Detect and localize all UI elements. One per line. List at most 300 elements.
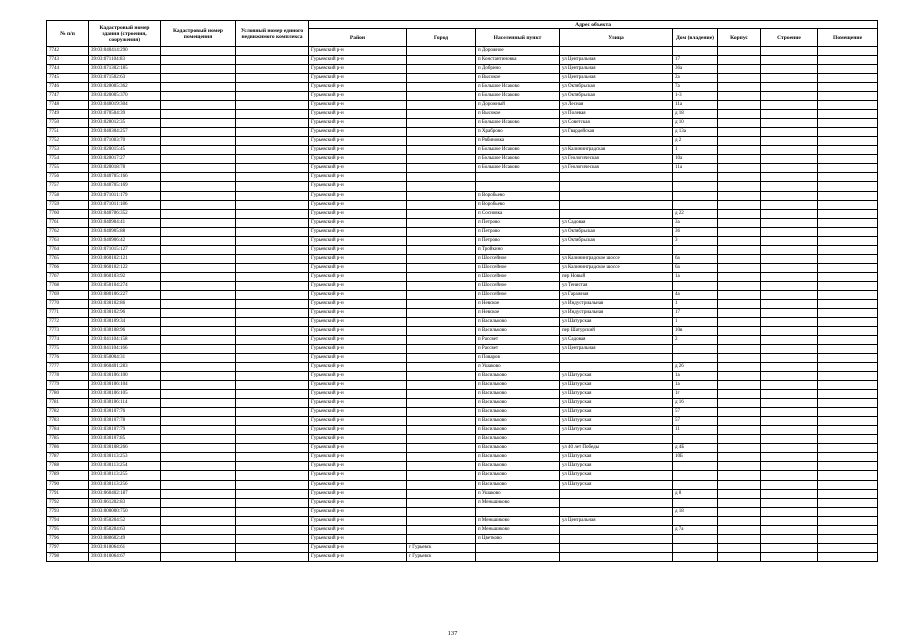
cell-settlement: п Васильково [476, 471, 560, 480]
cell-house: 1 [673, 299, 718, 308]
cell-cadastral-room [161, 552, 236, 561]
cell-cadastral-building: 39:03:041104:166 [89, 345, 161, 354]
cell-cadastral-building: 39:03:030108:266 [89, 444, 161, 453]
cell-cadastral-room [161, 308, 236, 317]
cell-house: 3 [673, 236, 718, 245]
cell-cadastral-room [161, 435, 236, 444]
cell-room [818, 254, 878, 263]
cell-number: 7759 [47, 200, 89, 209]
cell-cadastral-building: 39:03:040705:166 [89, 173, 161, 182]
cell-settlement: п Невское [476, 299, 560, 308]
cell-cadastral-building: 39:03:040905:88 [89, 227, 161, 236]
cell-district: Гурьевский р-н [309, 435, 407, 444]
cell-cadastral-building: 39:03:040304:257 [89, 128, 161, 137]
cell-house [673, 173, 718, 182]
cell-district: Гурьевский р-н [309, 408, 407, 417]
header-settlement: Населенный пункт [476, 29, 560, 47]
table-row [47, 65, 878, 74]
cell-conditional-number [236, 543, 309, 552]
cell-building [761, 290, 818, 299]
table-row [47, 317, 878, 326]
cell-city [407, 281, 476, 290]
cell-number: 7764 [47, 245, 89, 254]
cell-district: Гурьевский р-н [309, 191, 407, 200]
cell-district: Гурьевский р-н [309, 299, 407, 308]
cell-korpus [718, 272, 761, 281]
cell-city: г Гурьевск [407, 552, 476, 561]
cell-room [818, 191, 878, 200]
cell-settlement: п Дорожный [476, 101, 560, 110]
cell-district: Гурьевский р-н [309, 137, 407, 146]
cell-street: ул Октябрьская [560, 236, 673, 245]
cell-city [407, 164, 476, 173]
cell-city [407, 444, 476, 453]
cell-district: Гурьевский р-н [309, 363, 407, 372]
cell-number: 7756 [47, 173, 89, 182]
cell-korpus [718, 290, 761, 299]
cell-settlement [476, 543, 560, 552]
cell-cadastral-building: 39:03:030107:76 [89, 408, 161, 417]
cell-building [761, 372, 818, 381]
table-row [47, 200, 878, 209]
cell-house: д 7а [673, 525, 718, 534]
cell-conditional-number [236, 65, 309, 74]
table-row [47, 92, 878, 101]
cell-city [407, 426, 476, 435]
cell-room [818, 489, 878, 498]
cell-conditional-number [236, 137, 309, 146]
cell-settlement: п Васильково [476, 390, 560, 399]
cell-settlement: п Тройкино [476, 245, 560, 254]
cell-district: Гурьевский р-н [309, 462, 407, 471]
cell-building [761, 92, 818, 101]
cell-cadastral-building: 39:03:050004:31 [89, 354, 161, 363]
cell-street: ул Шатурская [560, 453, 673, 462]
cell-cadastral-room [161, 336, 236, 345]
cell-building [761, 363, 818, 372]
cell-room [818, 245, 878, 254]
cell-street: ул Шатурская [560, 471, 673, 480]
cell-number: 7773 [47, 326, 89, 335]
cell-korpus [718, 56, 761, 65]
cell-city [407, 480, 476, 489]
cell-cadastral-room [161, 245, 236, 254]
table-row [47, 372, 878, 381]
cell-cadastral-room [161, 498, 236, 507]
cell-city [407, 155, 476, 164]
cell-cadastral-building: 39:03:030107:78 [89, 417, 161, 426]
cell-city [407, 326, 476, 335]
cell-house [673, 498, 718, 507]
cell-room [818, 552, 878, 561]
cell-district: Гурьевский р-н [309, 164, 407, 173]
cell-room [818, 534, 878, 543]
table-row [47, 173, 878, 182]
cell-cadastral-room [161, 480, 236, 489]
cell-street [560, 354, 673, 363]
cell-district: Гурьевский р-н [309, 290, 407, 299]
cell-house: 2а [673, 74, 718, 83]
cell-district: Гурьевский р-н [309, 507, 407, 516]
cell-conditional-number [236, 552, 309, 561]
cell-house: 6а [673, 254, 718, 263]
cell-number: 7742 [47, 47, 89, 56]
cell-building [761, 435, 818, 444]
cell-number: 7743 [47, 56, 89, 65]
cell-settlement: п Поваров [476, 354, 560, 363]
cell-conditional-number [236, 92, 309, 101]
cell-cadastral-room [161, 254, 236, 263]
cell-city [407, 417, 476, 426]
cell-city [407, 507, 476, 516]
cell-district: Гурьевский р-н [309, 155, 407, 164]
table-row [47, 489, 878, 498]
cell-district: Гурьевский р-н [309, 480, 407, 489]
cell-number: 7770 [47, 299, 89, 308]
cell-korpus [718, 336, 761, 345]
cell-room [818, 426, 878, 435]
cell-room [818, 218, 878, 227]
cell-number: 7774 [47, 336, 89, 345]
cell-conditional-number [236, 245, 309, 254]
cell-district: Гурьевский р-н [309, 444, 407, 453]
cell-cadastral-room [161, 417, 236, 426]
cell-district: Гурьевский р-н [309, 525, 407, 534]
cell-cadastral-building: 39:03:071011:186 [89, 200, 161, 209]
cell-room [818, 417, 878, 426]
cell-house: д 13а [673, 128, 718, 137]
cell-house: 1а [673, 272, 718, 281]
cell-number: 7785 [47, 435, 89, 444]
cell-korpus [718, 47, 761, 56]
table-row [47, 399, 878, 408]
cell-settlement: п Ушаково [476, 489, 560, 498]
cell-korpus [718, 507, 761, 516]
cell-building [761, 299, 818, 308]
table-row [47, 281, 878, 290]
cell-settlement: п Большое Исаково [476, 92, 560, 101]
cell-room [818, 272, 878, 281]
cell-building [761, 56, 818, 65]
cell-korpus [718, 480, 761, 489]
table-row [47, 218, 878, 227]
cell-cadastral-room [161, 543, 236, 552]
cell-street: пер Новый [560, 272, 673, 281]
cell-house: 3а [673, 218, 718, 227]
cell-building [761, 408, 818, 417]
cell-korpus [718, 435, 761, 444]
cell-building [761, 480, 818, 489]
cell-conditional-number [236, 471, 309, 480]
cell-street: ул Шатурская [560, 426, 673, 435]
cell-street: ул Гаражная [560, 290, 673, 299]
cell-cadastral-room [161, 182, 236, 191]
cell-conditional-number [236, 263, 309, 272]
cell-number: 7787 [47, 453, 89, 462]
cell-korpus [718, 299, 761, 308]
cell-number: 7748 [47, 101, 89, 110]
cell-cadastral-building: 39:03:060102:122 [89, 263, 161, 272]
cell-city [407, 290, 476, 299]
cell-cadastral-building: 39:03:080602:49 [89, 534, 161, 543]
cell-conditional-number [236, 236, 309, 245]
cell-number: 7751 [47, 128, 89, 137]
cell-number: 7796 [47, 534, 89, 543]
table-row [47, 146, 878, 155]
cell-number: 7780 [47, 390, 89, 399]
table-row [47, 444, 878, 453]
cell-city [407, 92, 476, 101]
cell-conditional-number [236, 218, 309, 227]
cell-conditional-number [236, 254, 309, 263]
cell-room [818, 263, 878, 272]
cell-building [761, 182, 818, 191]
cell-district: Гурьевский р-н [309, 426, 407, 435]
cell-korpus [718, 137, 761, 146]
cell-room [818, 435, 878, 444]
cell-number: 7791 [47, 489, 89, 498]
cell-cadastral-building: 39:03:060103:92 [89, 272, 161, 281]
cell-district: Гурьевский р-н [309, 516, 407, 525]
cell-street: ул Советская [560, 119, 673, 128]
cell-number: 7793 [47, 507, 89, 516]
cell-building [761, 462, 818, 471]
cell-building [761, 552, 818, 561]
cell-conditional-number [236, 336, 309, 345]
cell-cadastral-building: 39:03:071104:83 [89, 56, 161, 65]
cell-room [818, 345, 878, 354]
cell-korpus [718, 164, 761, 173]
cell-cadastral-building: 39:03:030102:86 [89, 299, 161, 308]
cell-conditional-number [236, 417, 309, 426]
cell-street: ул Индустриальная [560, 299, 673, 308]
table-row [47, 308, 878, 317]
cell-house: 11 [673, 426, 718, 435]
cell-house: 10в [673, 326, 718, 335]
cell-conditional-number [236, 498, 309, 507]
table-row [47, 128, 878, 137]
cell-korpus [718, 381, 761, 390]
cell-conditional-number [236, 507, 309, 516]
cell-number: 7766 [47, 263, 89, 272]
table-row [47, 498, 878, 507]
cell-conditional-number [236, 444, 309, 453]
table-row [47, 426, 878, 435]
cell-settlement: п Васильково [476, 326, 560, 335]
cell-house [673, 191, 718, 200]
cell-district: Гурьевский р-н [309, 317, 407, 326]
cell-cadastral-building: 39:03:030113:253 [89, 453, 161, 462]
cell-city [407, 354, 476, 363]
cell-house [673, 552, 718, 561]
cell-house [673, 47, 718, 56]
header-cadastral-room: Кадастровый номер помещения [161, 21, 236, 47]
cell-district: Гурьевский р-н [309, 56, 407, 65]
cell-room [818, 128, 878, 137]
cell-building [761, 146, 818, 155]
table-row [47, 453, 878, 462]
cell-district: Гурьевский р-н [309, 227, 407, 236]
cell-building [761, 263, 818, 272]
cell-korpus [718, 92, 761, 101]
table-row [47, 326, 878, 335]
table-row [47, 227, 878, 236]
cell-settlement: п Рябиновка [476, 137, 560, 146]
cell-korpus [718, 498, 761, 507]
cell-district: Гурьевский р-н [309, 128, 407, 137]
cell-number: 7758 [47, 191, 89, 200]
cell-district: Гурьевский р-н [309, 471, 407, 480]
cell-building [761, 489, 818, 498]
cell-house: 17 [673, 56, 718, 65]
cell-korpus [718, 345, 761, 354]
cell-number: 7762 [47, 227, 89, 236]
cell-city [407, 254, 476, 263]
cell-cadastral-room [161, 155, 236, 164]
cell-city [407, 200, 476, 209]
cell-settlement: п Невское [476, 308, 560, 317]
cell-settlement: п Большое Исаково [476, 83, 560, 92]
cell-street [560, 245, 673, 254]
cell-room [818, 155, 878, 164]
cell-number: 7749 [47, 110, 89, 119]
cell-conditional-number [236, 83, 309, 92]
table-row [47, 417, 878, 426]
cell-conditional-number [236, 119, 309, 128]
cell-korpus [718, 326, 761, 335]
cell-cadastral-room [161, 56, 236, 65]
cell-building [761, 74, 818, 83]
cell-cadastral-building: 39:03:060402:187 [89, 489, 161, 498]
cell-building [761, 336, 818, 345]
cell-city [407, 390, 476, 399]
cell-street: ул Шатурская [560, 417, 673, 426]
table-row [47, 137, 878, 146]
cell-street: пер Шатурский [560, 326, 673, 335]
cell-house [673, 516, 718, 525]
cell-room [818, 408, 878, 417]
cell-city [407, 236, 476, 245]
cell-street: ул Калининградское шоссе [560, 263, 673, 272]
cell-district: Гурьевский р-н [309, 200, 407, 209]
cell-city [407, 137, 476, 146]
cell-building [761, 507, 818, 516]
cell-cadastral-room [161, 146, 236, 155]
cell-number: 7744 [47, 65, 89, 74]
cell-settlement: п Высокое [476, 110, 560, 119]
cell-korpus [718, 182, 761, 191]
cell-number: 7776 [47, 354, 89, 363]
cell-number: 7782 [47, 408, 89, 417]
cell-room [818, 525, 878, 534]
cell-number: 7789 [47, 471, 89, 480]
cell-korpus [718, 363, 761, 372]
cell-cadastral-room [161, 516, 236, 525]
cell-district: Гурьевский р-н [309, 263, 407, 272]
cell-district: Гурьевский р-н [309, 209, 407, 218]
cell-cadastral-room [161, 164, 236, 173]
cell-city [407, 345, 476, 354]
cell-cadastral-room [161, 354, 236, 363]
cell-cadastral-room [161, 444, 236, 453]
cell-room [818, 290, 878, 299]
cell-street [560, 363, 673, 372]
cell-conditional-number [236, 110, 309, 119]
cell-city [407, 435, 476, 444]
cell-street [560, 209, 673, 218]
cell-city [407, 227, 476, 236]
cell-house: 17 [673, 308, 718, 317]
cell-room [818, 173, 878, 182]
cell-building [761, 209, 818, 218]
table-row [47, 101, 878, 110]
cell-cadastral-building: 39:03:020017:27 [89, 155, 161, 164]
cell-room [818, 462, 878, 471]
table-row [47, 47, 878, 56]
cell-number: 7788 [47, 462, 89, 471]
cell-korpus [718, 408, 761, 417]
cell-building [761, 137, 818, 146]
table-row [47, 507, 878, 516]
cell-building [761, 110, 818, 119]
cell-street: ул Калининградская [560, 146, 673, 155]
cell-conditional-number [236, 489, 309, 498]
cell-house: д 22 [673, 209, 718, 218]
cell-cadastral-room [161, 381, 236, 390]
cell-settlement: п Шоссейное [476, 281, 560, 290]
cell-house: 57 [673, 417, 718, 426]
cell-korpus [718, 525, 761, 534]
cell-cadastral-building: 39:03:070504:39 [89, 110, 161, 119]
cell-cadastral-room [161, 263, 236, 272]
cell-house: д 4Б [673, 444, 718, 453]
cell-building [761, 173, 818, 182]
cell-conditional-number [236, 372, 309, 381]
cell-building [761, 308, 818, 317]
cell-building [761, 236, 818, 245]
cell-settlement: п Большое Исаково [476, 155, 560, 164]
cell-building [761, 281, 818, 290]
cell-settlement: п Меньшиково [476, 516, 560, 525]
cell-conditional-number [236, 363, 309, 372]
cell-settlement: п Петрово [476, 236, 560, 245]
cell-conditional-number [236, 173, 309, 182]
cell-district: Гурьевский р-н [309, 308, 407, 317]
cell-city [407, 453, 476, 462]
cell-cadastral-room [161, 345, 236, 354]
cell-cadastral-building: 39:03:030113:255 [89, 471, 161, 480]
cell-cadastral-building: 39:03:050204:52 [89, 516, 161, 525]
cell-house: 1 [673, 317, 718, 326]
cell-settlement: п Петрово [476, 227, 560, 236]
cell-cadastral-building: 39:03:020005:362 [89, 83, 161, 92]
cell-cadastral-building: 39:03:010064:61 [89, 543, 161, 552]
cell-district: Гурьевский р-н [309, 534, 407, 543]
cell-korpus [718, 489, 761, 498]
cell-room [818, 363, 878, 372]
cell-conditional-number [236, 308, 309, 317]
cell-settlement: п Добрино [476, 65, 560, 74]
cell-cadastral-building: 39:03:040906:42 [89, 236, 161, 245]
cell-house: 36 [673, 227, 718, 236]
cell-korpus [718, 245, 761, 254]
cell-city [407, 146, 476, 155]
cell-cadastral-building: 39:03:030107:85 [89, 435, 161, 444]
cell-street: ул Центральная [560, 345, 673, 354]
cell-house: 36а [673, 65, 718, 74]
cell-cadastral-room [161, 236, 236, 245]
cell-building [761, 119, 818, 128]
